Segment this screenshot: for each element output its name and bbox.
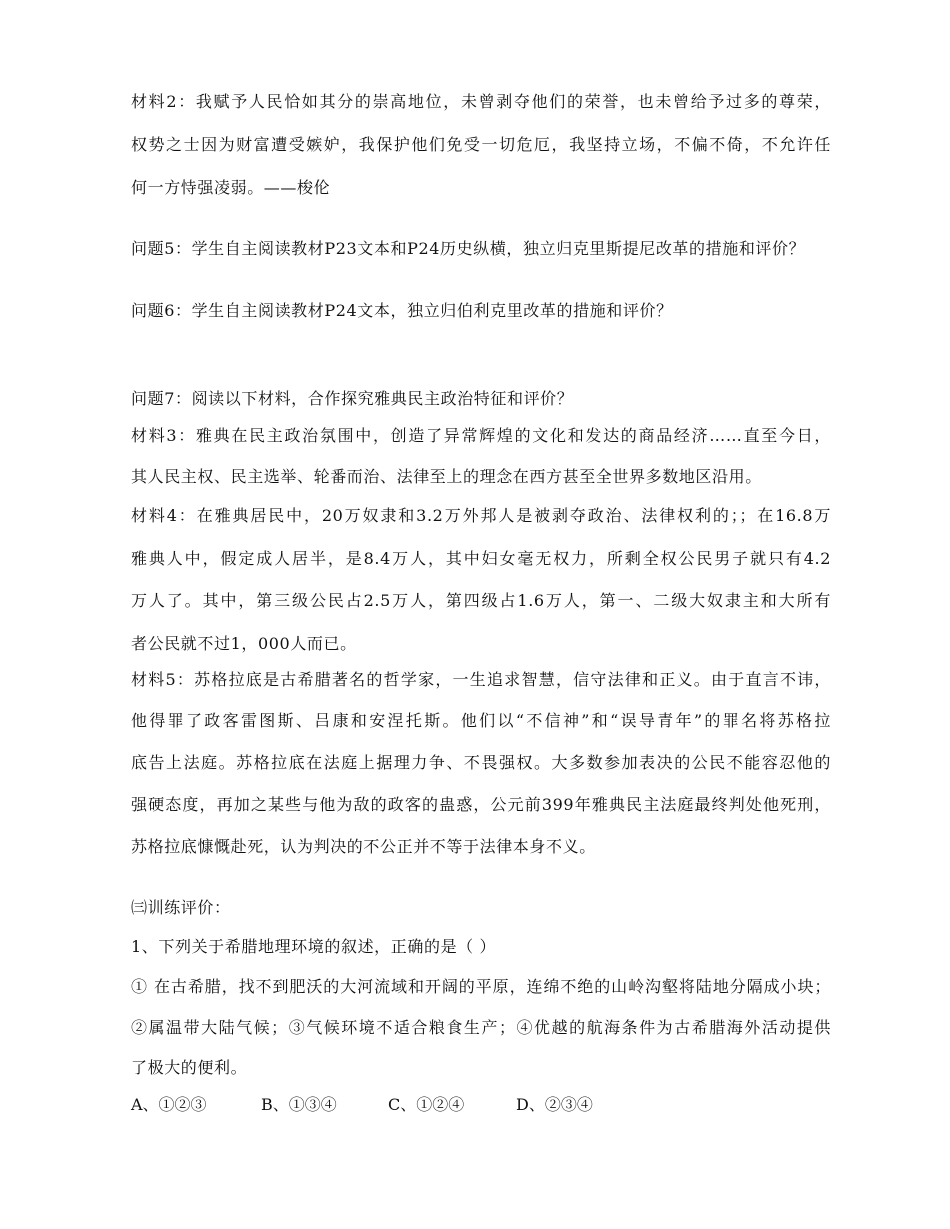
material4-line-4: 者公民就不过1，000人而已。 xyxy=(131,634,357,653)
statement-line-1: ① 在古希腊，找不到肥沃的大河流域和开阔的平原，连绵不绝的山岭沟壑将陆地分隔成小块； xyxy=(131,977,831,996)
training-heading: ㈢训练评价： xyxy=(131,898,231,917)
statement-line-2: ②属温带大陆气候；③气候环境不适合粮食生产；④优越的航海条件为古希腊海外活动提供 xyxy=(131,1018,831,1037)
training-question-1: 1、下列关于希腊地理环境的叙述，正确的是（ ） xyxy=(131,937,497,956)
option-a[interactable]: A、①②③ xyxy=(131,1095,207,1114)
question-7: 问题7：阅读以下材料，合作探究雅典民主政治特征和评价？ xyxy=(131,389,574,408)
material5-line-5: 苏格拉底慷慨赴死，认为判决的不公正并不等于法律本身不义。 xyxy=(131,837,596,856)
option-b[interactable]: B、①③④ xyxy=(261,1095,337,1114)
material2-line-3: 何一方恃强凌弱。——梭伦 xyxy=(131,178,331,197)
material5-line-1: 材料5：苏格拉底是古希腊著名的哲学家，一生追求智慧，信守法律和正义。由于直言不讳， xyxy=(131,670,831,689)
option-d[interactable]: D、②③④ xyxy=(516,1095,593,1114)
material5-line-2: 他得罪了政客雷图斯、吕康和安涅托斯。他们以“不信神”和“误导青年”的罪名将苏格拉 xyxy=(131,711,831,730)
material5-line-4: 强硬态度，再加之某些与他为敌的政客的蛊惑，公元前399年雅典民主法庭最终判处他死刑， xyxy=(131,795,831,814)
material4-line-3: 万人了。其中，第三级公民占2.5万人，第四级占1.6万人，第一、二级大奴隶主和大所有 xyxy=(131,591,831,610)
material2-line-2: 权势之士因为财富遭受嫉妒，我保护他们免受一切危厄，我坚持立场，不偏不倚，不允许任 xyxy=(131,135,831,154)
material3-line-2: 其人民主权、民主选举、轮番而治、法律至上的理念在西方甚至全世界多数地区沿用。 xyxy=(131,467,762,486)
material3-line-1: 材料3：雅典在民主政治氛围中，创造了异常辉煌的文化和发达的商品经济……直至今日， xyxy=(131,426,831,445)
question-6: 问题6：学生自主阅读教材P24文本，独立归伯利克里改革的措施和评价？ xyxy=(131,301,673,320)
option-c[interactable]: C、①②④ xyxy=(388,1095,465,1114)
statement-line-3: 了极大的便利。 xyxy=(131,1058,248,1077)
question-5: 问题5：学生自主阅读教材P23文本和P24历史纵横，独立归克里斯提尼改革的措施和评价？ xyxy=(131,239,806,258)
material2-line-1: 材料2：我赋予人民恰如其分的崇高地位，未曾剥夺他们的荣誉，也未曾给予过多的尊荣， xyxy=(131,92,831,111)
answer-options xyxy=(131,1095,593,1115)
material4-line-1: 材料4：在雅典居民中，20万奴隶和3.2万外邦人是被剥夺政治、法律权利的；；在16.8万 xyxy=(131,506,831,525)
material5-line-3: 底告上法庭。苏格拉底在法庭上据理力争、不畏强权。大多数参加表决的公民不能容忍他的 xyxy=(131,753,831,772)
material4-line-2: 雅典人中，假定成人居半，是8.4万人，其中妇女毫无权力，所剩全权公民男子就只有4.2 xyxy=(131,549,831,568)
